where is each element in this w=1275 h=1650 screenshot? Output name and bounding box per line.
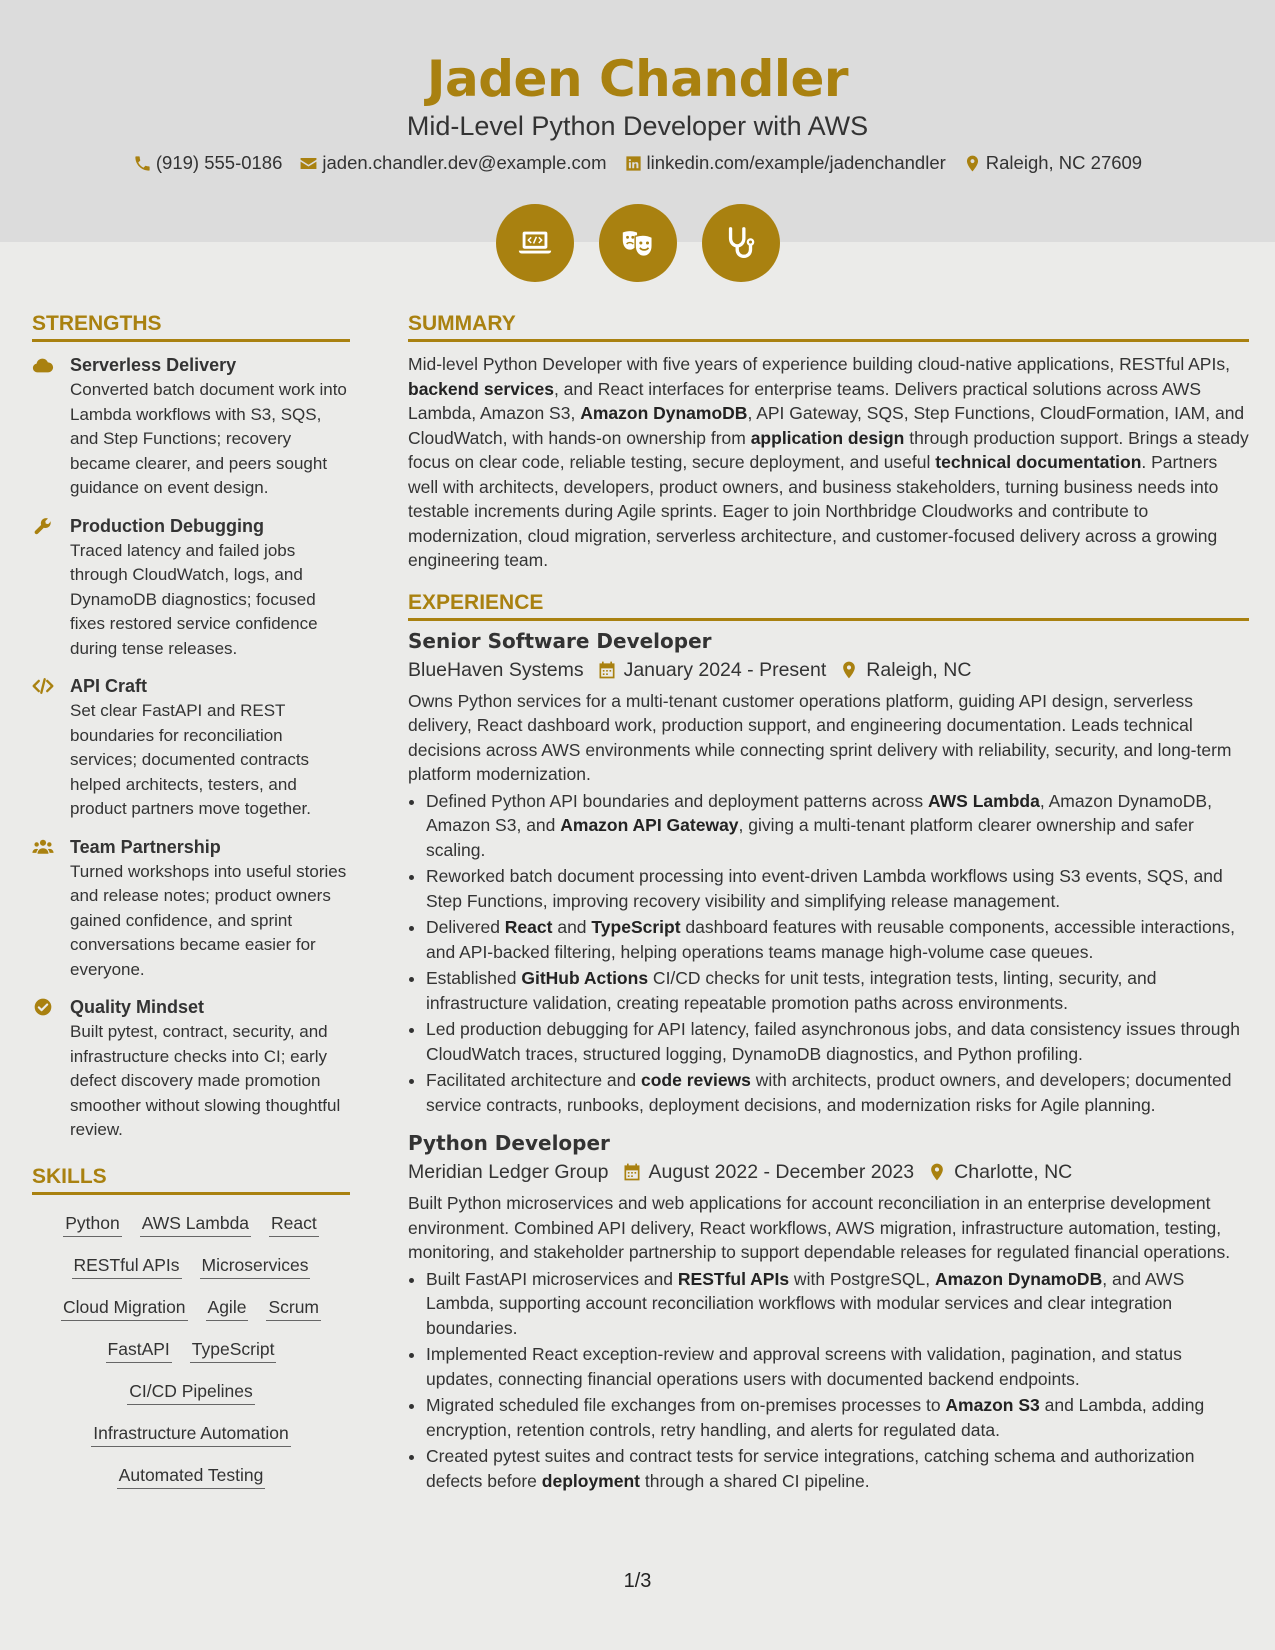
candidate-title: Mid-Level Python Developer with AWS: [406, 111, 869, 141]
envelope-icon: [299, 154, 318, 173]
skill-tag: Infrastructure Automation: [91, 1421, 291, 1447]
job-bullet: • Led production debugging for API latency, failed asynchronous jobs, and data consistency issues through CloudWatch traces, structured logging, DynamoDB diagnostics, and Python profiling.: [426, 1017, 1249, 1066]
job-bullet: • Reworked batch document processing into event-driven Lambda workflows using S3 events, SQS, and Step Functions, improving recovery visibility and simplifying release management.: [426, 864, 1249, 913]
map-pin-icon: [839, 660, 859, 680]
strengths-heading: STRENGTHS: [32, 310, 350, 342]
strength-description: Set clear FastAPI and REST boundaries for reconciliation services; documented contracts helped architects, testers, and product partners move together.: [70, 701, 311, 818]
job-location: Raleigh, NC: [866, 658, 972, 681]
skill-tag: TypeScript: [190, 1337, 277, 1363]
job-meta: [408, 1157, 1249, 1187]
skill-tag: Automated Testing: [117, 1463, 266, 1489]
skill-tag: Cloud Migration: [61, 1295, 188, 1321]
job-meta: [408, 655, 1249, 685]
job-bullet: • Implemented React exception-review and approval screens with validation, pagination, and status updates, connecting financial operations users with documented backend endpoints.: [426, 1342, 1249, 1391]
strength-description: Turned workshops into useful stories and release notes; product owners gained confidence, and sprint conversations became easier for everyone.: [70, 861, 347, 979]
job-entry: [408, 627, 1249, 1118]
linkedin-icon: [624, 154, 643, 173]
contact-location: [963, 150, 1142, 176]
cloud-icon: [32, 355, 54, 375]
job-company: BlueHaven Systems: [408, 658, 584, 681]
job-bullet: • Migrated scheduled file exchanges from on-premises processes to Amazon S3 and Lambda, adding encryption, retention controls, retry handling, and alerts for regulated data.: [426, 1393, 1249, 1442]
job-bullet: • Built FastAPI microservices and RESTful APIs with PostgreSQL, Amazon DynamoDB, and AWS Lambda, supporting account reconciliation workflows with modular services and clear integration boundaries.: [426, 1267, 1249, 1341]
job-dates: August 2022 - December 2023: [648, 1161, 915, 1183]
job-company: Meridian Ledger Group: [408, 1161, 609, 1183]
skill-tag: Python: [63, 1211, 121, 1237]
contact-linkedin-text: linkedin.com/example/jadenchandler: [646, 152, 946, 173]
map-pin-icon: [927, 1162, 947, 1182]
skill-tag: FastAPI: [106, 1337, 172, 1363]
strength-description: Converted batch document work into Lambda workflows with S3, SQS, and Step Functions; recovery became clearer, and peers sought guidance on event design.: [70, 380, 347, 497]
wrench-icon: [32, 516, 54, 536]
summary-text: Mid-level Python Developer with five years of experience building cloud-native applications, RESTful APIs, backend services, and React interfaces for enterprise teams. Delivers practical solutions across AWS Lambda, Amazon S3, Amazon DynamoDB, API Gateway, SQS, Step Functions, CloudFormation, IAM, and CloudWatch, with hands-on ownership from application design through production support. Brings a steady focus on clear code, reliable testing, secure deployment, and useful technical documentation. Partners well with architects, developers, product owners, and business stakeholders, turning business needs into testable increments during Agile sprints. Eager to join Northbridge Cloudworks and contribute to modernization, cloud migration, serverless architecture, and customer-focused delivery across a growing engineering team.: [408, 354, 1249, 570]
contact-phone[interactable]: [133, 150, 283, 176]
job-title: Senior Software Developer: [408, 628, 712, 653]
strength-description: Traced latency and failed jobs through CloudWatch, logs, and DynamoDB diagnostics; focused fixes restored service confidence during tense releases.: [70, 540, 318, 658]
strength-title: API Craft: [70, 676, 148, 696]
summary-heading: SUMMARY: [408, 310, 1249, 342]
strength-item: [32, 834, 350, 983]
check-circle-icon: [32, 997, 54, 1017]
calendar-icon: [622, 1162, 642, 1182]
laptop-code-icon: [516, 224, 554, 262]
skills-heading: SKILLS: [32, 1163, 350, 1195]
job-dates: January 2024 - Present: [623, 658, 827, 681]
users-icon: [32, 837, 54, 857]
strength-title: Serverless Delivery: [70, 355, 237, 375]
skill-tag: Scrum: [266, 1295, 321, 1321]
strength-item: [32, 994, 350, 1143]
contact-bar: [0, 150, 1275, 176]
theater-masks-icon: [619, 224, 657, 262]
job-bullet: • Delivered React and TypeScript dashboard features with reusable components, accessible interactions, and API-backed filtering, helping operations teams manage high-volume case queues.: [426, 915, 1249, 964]
right-column: [408, 310, 1249, 1503]
left-column: [32, 310, 350, 1505]
theater-masks-badge: [599, 204, 677, 282]
strength-title: Quality Mindset: [70, 997, 205, 1017]
strength-title: Team Partnership: [70, 836, 221, 857]
skill-tag: Microservices: [200, 1253, 311, 1279]
job-bullets: [408, 789, 1249, 1118]
contact-location-text: Raleigh, NC 27609: [985, 152, 1143, 173]
strength-item: [32, 513, 350, 662]
page-number: 1/3: [623, 1570, 652, 1592]
interest-badges: [0, 204, 1275, 282]
strength-title: Production Debugging: [70, 515, 264, 536]
code-icon: [32, 676, 54, 696]
job-description: Built Python microservices and web applications for account reconciliation in an enterprise development environment. Combined API delivery, React workflows, AWS migration, infrastructure automation, testing, monitoring, and stakeholder partnership to support dependable releases for regulated financial operations.: [408, 1193, 1231, 1262]
stethoscope-badge: [702, 204, 780, 282]
stethoscope-icon: [722, 224, 760, 262]
experience-heading: EXPERIENCE: [408, 589, 1249, 621]
job-entry: [408, 1129, 1249, 1493]
skill-tag: CI/CD Pipelines: [127, 1379, 255, 1405]
job-location: Charlotte, NC: [954, 1161, 1073, 1183]
strength-description: Built pytest, contract, security, and infrastructure checks into CI; early defect discovery made promotion smoother without slowing thoughtful review.: [70, 1022, 341, 1139]
skill-tag: Agile: [206, 1295, 249, 1321]
contact-linkedin[interactable]: [624, 150, 946, 176]
candidate-name: Jaden Chandler: [426, 50, 849, 108]
calendar-icon: [597, 660, 617, 680]
strength-item: [32, 673, 350, 822]
map-pin-icon: [963, 154, 982, 173]
job-description: Owns Python services for a multi-tenant customer operations platform, guiding API design, serverless delivery, React dashboard work, production support, and engineering documentation. Leads technical decisions across AWS environments while connecting sprint delivery with reliability, security, and long-term platform modernization.: [408, 690, 1232, 784]
job-title: Python Developer: [408, 1131, 610, 1155]
job-bullet: • Defined Python API boundaries and deployment patterns across AWS Lambda, Amazon DynamoDB, Amazon S3, and Amazon API Gateway, giving a multi-tenant platform clearer ownership and safer scaling.: [426, 789, 1249, 863]
skill-tag: RESTful APIs: [72, 1253, 182, 1279]
skill-tag: React: [269, 1211, 319, 1237]
contact-email[interactable]: [299, 150, 606, 176]
job-bullet: • Established GitHub Actions CI/CD checks for unit tests, integration tests, linting, security, and infrastructure validation, creating repeatable promotion paths across environments.: [426, 966, 1249, 1015]
job-bullets: [408, 1267, 1249, 1494]
strength-item: [32, 352, 350, 501]
laptop-code-badge: [496, 204, 574, 282]
contact-email-text: jaden.chandler.dev@example.com: [322, 152, 607, 173]
phone-icon: [133, 154, 152, 173]
job-bullet: • Created pytest suites and contract tests for service integrations, catching schema and authorization defects before deployment through a shared CI pipeline.: [426, 1444, 1249, 1493]
contact-phone-text: (919) 555-0186: [155, 152, 283, 173]
skill-tag: AWS Lambda: [140, 1211, 251, 1237]
job-bullet: • Facilitated architecture and code reviews with architects, product owners, and developers; documented service contracts, runbooks, deployment decisions, and modernization risks for Agile planning.: [426, 1068, 1249, 1117]
